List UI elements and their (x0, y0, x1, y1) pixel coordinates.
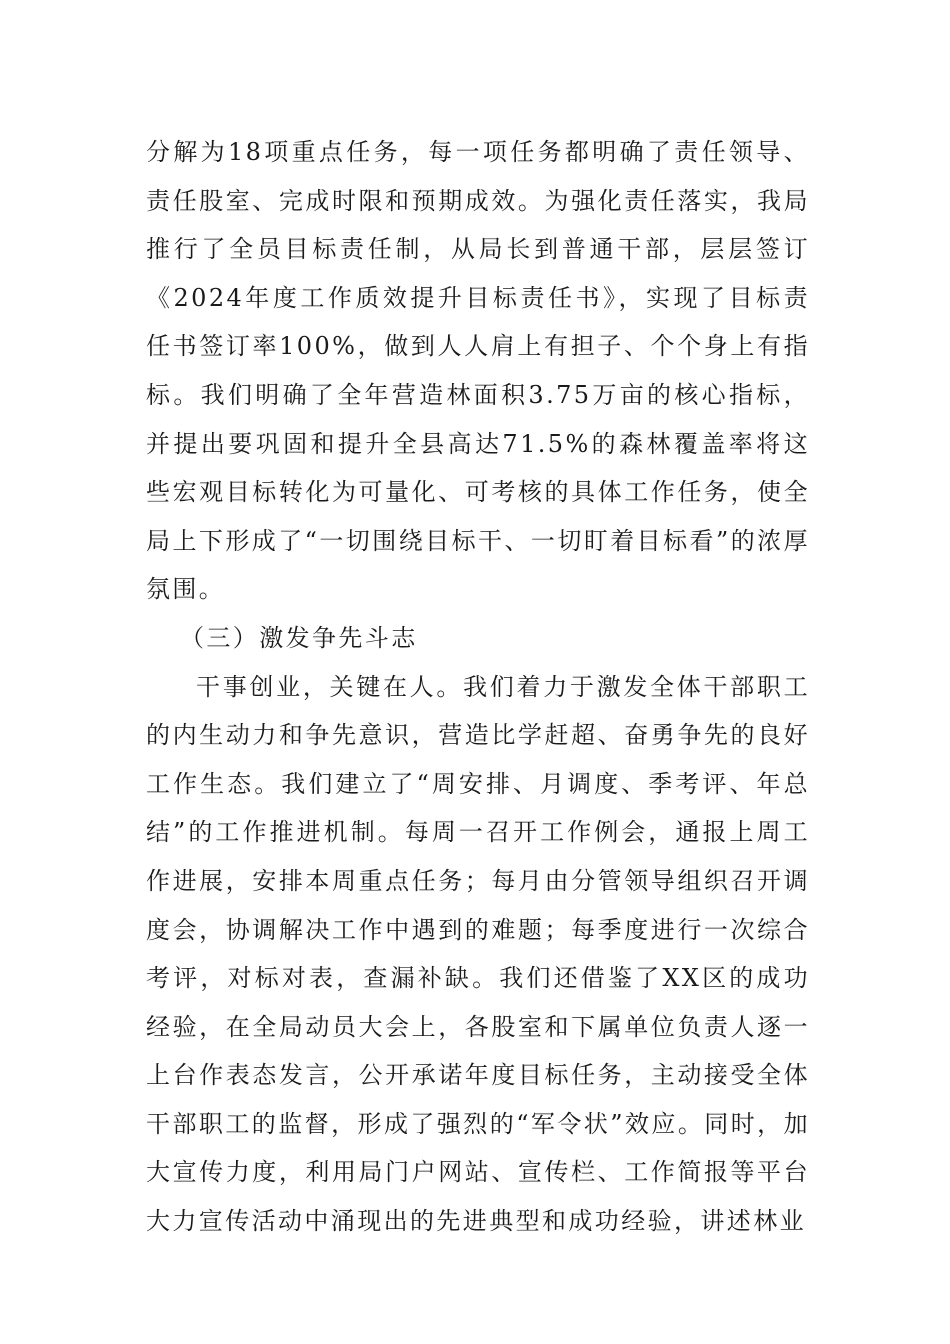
paragraph-continued: 分解为18项重点任务，每一项任务都明确了责任领导、责任股室、完成时限和预期成效。为强化责任落实，我局推行了全员目标责任制，从局长到普通干部，层层签订《2024年度工作质效提升目标责任书》，实现了目标责任书签订率100%，做到人人肩上有担子、个个身上有指标。我们明确了全年营造林面积3.75万亩的核心指标，并提出要巩固和提升全县高达71.5%的森林覆盖率将这些宏观目标转化为可量化、可考核的具体工作任务，使全局上下形成了“一切围绕目标干、一切盯着目标看”的浓厚氛围。 (146, 138, 810, 604)
paragraph-body: 干事创业，关键在人。我们着力于激发全体干部职工的内生动力和争先意识，营造比学赶超、奋勇争先的良好工作生态。我们建立了“周安排、月调度、季考评、年总结”的工作推进机制。每周一召开工作例会，通报上周工作进展，安排本周重点任务；每月由分管领导组织召开调度会，协调解决工作中遇到的难题；每季度进行一次综合考评，对标对表，查漏补缺。我们还借鉴了XX区的成功经验，在全局动员大会上，各股室和下属单位负责人逐一上台作表态发言，公开承诺年度目标任务，主动接受全体干部职工的监督，形成了强烈的“军令状”效应。同时，加大宣传力度，利用局门户网站、宣传栏、工作简报等平台大力宣传活动中涌现出的先进典型和成功经验，讲述林业 (146, 672, 810, 1236)
document-body (146, 128, 810, 1246)
section-heading: （三）激发争先斗志 (180, 623, 418, 652)
